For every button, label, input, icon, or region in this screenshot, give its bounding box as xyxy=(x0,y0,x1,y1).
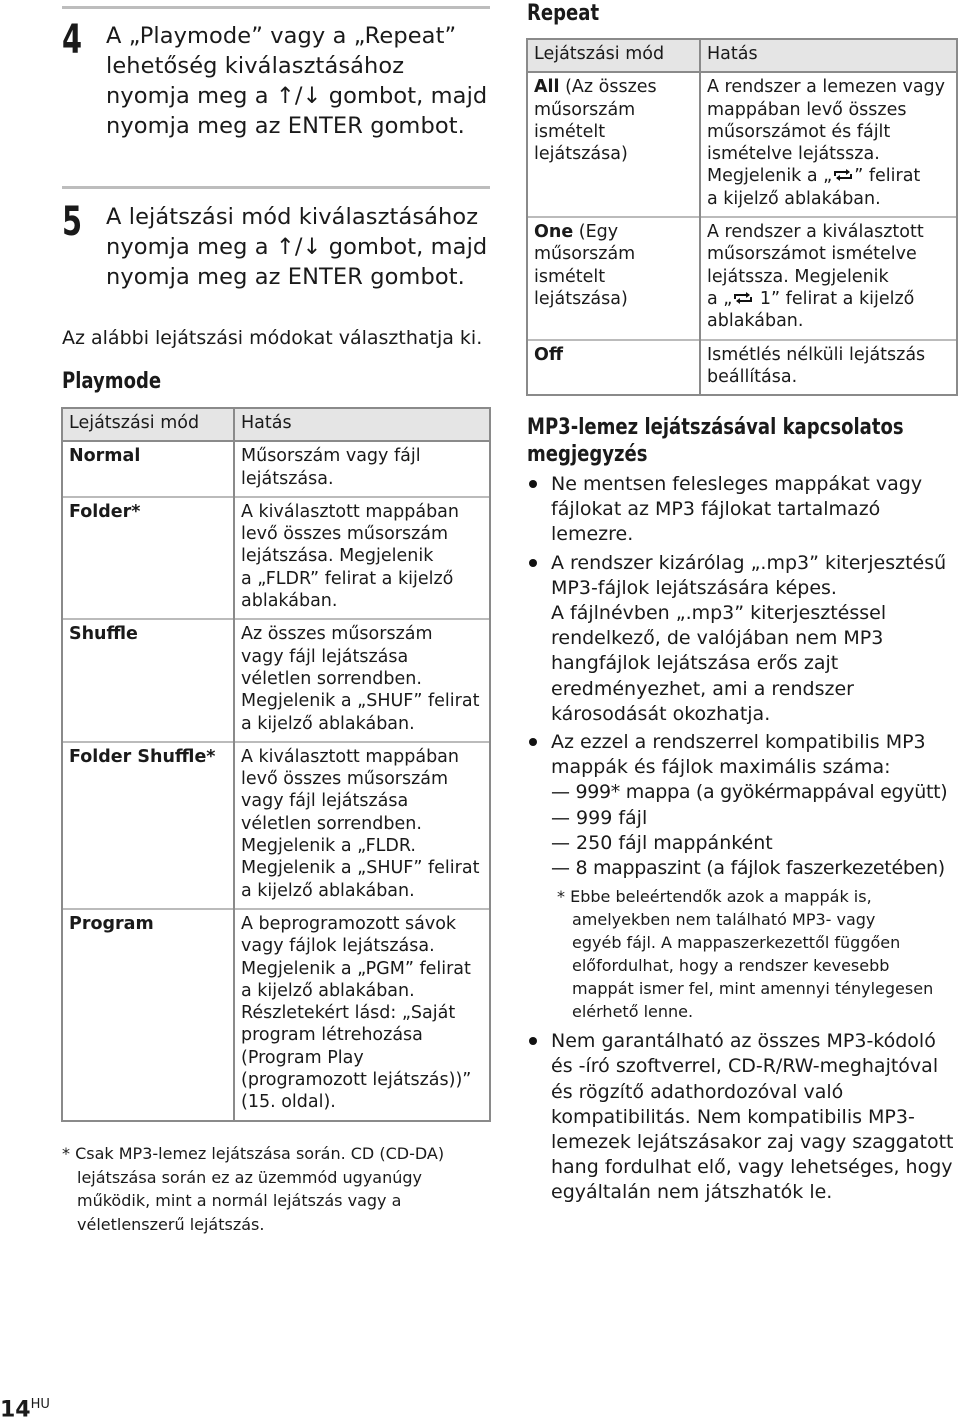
step-4-line: lehetőség kiválasztásához xyxy=(106,53,405,79)
mode-line: műsorszám xyxy=(534,244,636,265)
effect-cell xyxy=(234,742,490,909)
step-5-number: 5 xyxy=(62,199,83,245)
note-line: károsodását okozhatja. xyxy=(551,702,771,725)
note-line: MP3-fájlok lejátszására képes. xyxy=(551,576,837,599)
mode-folder-shuffle: Folder Shuffle* xyxy=(62,742,234,909)
repeat-heading: Repeat xyxy=(527,1,600,26)
mode-normal: Normal xyxy=(62,441,234,497)
header-mode: Lejátszási mód xyxy=(62,408,234,441)
effect-line: beállítása. xyxy=(707,366,798,387)
dash-line: — 999* mappa (a gyökérmappával együtt) xyxy=(551,781,948,804)
mode-one xyxy=(527,217,700,339)
effect-line: program létrehozása xyxy=(241,1025,423,1046)
step-5-line: A lejátszási mód kiválasztásához xyxy=(106,204,479,230)
header-effect: Hatás xyxy=(700,39,957,72)
table-row xyxy=(527,340,957,396)
effect-line: Megjelenik a „PGM” felirat xyxy=(241,958,471,979)
header-mode: Lejátszási mód xyxy=(527,39,700,72)
note-line: és rögzítő adathordozóval való xyxy=(551,1080,844,1103)
effect-line: A kiválasztott mappában xyxy=(241,746,459,767)
playmode-heading: Playmode xyxy=(62,369,162,394)
header-effect: Hatás xyxy=(234,408,490,441)
effect-line: (Program Play xyxy=(241,1047,364,1068)
footnote-line: működik, mint a normál lejátszás vagy a xyxy=(77,1191,402,1210)
effect-text: a „ xyxy=(707,288,733,309)
effect-line: mappában levő összes xyxy=(707,99,907,120)
mode-all xyxy=(527,72,700,217)
intro-text: Az alábbi lejátszási módokat választhatja ki. xyxy=(62,327,483,349)
step-5-text xyxy=(106,202,487,292)
table-row xyxy=(62,619,490,741)
note-line: lemezre. xyxy=(551,523,634,546)
bullet-icon xyxy=(529,738,537,746)
mode-line xyxy=(534,221,699,243)
note-line: mappát ismer fel, mint amennyi ténylegesen xyxy=(572,979,934,999)
mode-program: Program xyxy=(62,909,234,1121)
effect-cell xyxy=(234,441,490,497)
mode-one-label: One xyxy=(534,222,574,243)
note-line: egyéb fájl. A mappaszerkezettől függően xyxy=(572,933,901,953)
mode-line: műsorszám xyxy=(534,99,636,120)
step-5-line: nyomja meg a ↑/↓ gombot, majd xyxy=(106,234,488,260)
effect-line: levő összes műsorszám xyxy=(241,524,449,545)
effect-cell xyxy=(234,497,490,619)
effect-line: Az összes műsorszám xyxy=(241,624,433,645)
effect-text: ” felirat xyxy=(854,166,921,187)
table-row xyxy=(527,217,957,339)
repeat-icon xyxy=(732,291,754,305)
effect-line: a kijelző ablakában. xyxy=(707,188,881,209)
note-line: elérhető lenne. xyxy=(572,1002,694,1022)
page-number-value: 14 xyxy=(0,1397,31,1423)
note-line: eredményezhet, ami a rendszer xyxy=(551,677,854,700)
mode-shuffle: Shuffle xyxy=(62,619,234,741)
step-5-line: nyomja meg az ENTER gombot. xyxy=(106,264,465,290)
note-line: Az ezzel a rendszerrel kompatibilis MP3 xyxy=(551,731,926,754)
step-divider xyxy=(62,186,490,189)
note-line: hangfájlok lejátszása erős zajt xyxy=(551,652,839,675)
mode-line: ismételt xyxy=(534,266,606,287)
effect-line: lejátszása. Megjelenik xyxy=(241,546,434,567)
effect-line: lejátszása. xyxy=(241,468,334,489)
mp3-heading-line: megjegyzés xyxy=(527,442,648,467)
footnote-line: véletlenszerű lejátszás. xyxy=(77,1214,265,1234)
effect-line: (programozott lejátszás))” xyxy=(241,1070,472,1091)
dash-line: — 250 fájl mappánként xyxy=(551,831,773,854)
note-line: és -író szoftverrel, CD-R/RW-meghajtóval xyxy=(551,1055,939,1078)
list-item xyxy=(527,551,959,727)
step-4-line: nyomja meg a ↑/↓ gombot, majd xyxy=(106,83,488,109)
mode-line: lejátszása) xyxy=(534,288,628,309)
mode-folder: Folder* xyxy=(62,497,234,619)
playmode-table xyxy=(61,407,491,1122)
mode-line: ismételt xyxy=(534,121,606,142)
mode-rest: (Egy xyxy=(573,222,619,243)
repeat-icon xyxy=(832,168,854,182)
effect-cell xyxy=(700,72,957,217)
note-line: hang fordulhat elő, vagy lehetséges, hogy xyxy=(551,1156,953,1179)
effect-line: Megjelenik a „FLDR. xyxy=(241,836,416,857)
effect-line: (15. oldal). xyxy=(241,1092,336,1113)
effect-line: levő összes műsorszám xyxy=(241,769,449,790)
page-lang: HU xyxy=(30,1397,50,1412)
table-row xyxy=(527,72,957,217)
table-row xyxy=(62,742,490,909)
mode-all-label: All xyxy=(534,77,560,98)
note-line: A fájlnévben „.mp3” kiterjesztéssel xyxy=(551,602,887,625)
effect-line: Műsorszám vagy fájl xyxy=(241,446,421,467)
dash-line: — 8 mappaszint (a fájlok faszerkezetében) xyxy=(551,857,945,880)
note-line: előfordulhat, hogy a rendszer kevesebb xyxy=(572,956,890,976)
effect-cell xyxy=(700,217,957,339)
step-4-text xyxy=(106,21,487,141)
effect-line: véletlen sorrendben. xyxy=(241,813,422,834)
effect-line: a „FLDR” felirat a kijelző xyxy=(241,568,454,589)
note-line: lemezek lejátszásakor zaj vagy szaggatott xyxy=(551,1131,954,1154)
bullet-icon xyxy=(529,1037,537,1045)
effect-line: ismételve lejátssza. xyxy=(707,144,880,165)
note-line: fájlokat az MP3 fájlokat tartalmazó xyxy=(551,498,881,521)
effect-text: 1” felirat a kijelző xyxy=(754,288,915,309)
table-header-row xyxy=(62,408,490,441)
effect-line: műsorszámot és fájlt xyxy=(707,121,891,142)
bullet-icon xyxy=(529,559,537,567)
effect-line: A rendszer a lemezen vagy xyxy=(707,77,946,98)
effect-cell xyxy=(700,340,957,396)
mp3-heading-line: MP3-lemez lejátszásával kapcsolatos xyxy=(527,415,904,440)
effect-line: A kiválasztott mappában xyxy=(241,501,459,522)
effect-line xyxy=(707,165,956,187)
list-item xyxy=(527,1029,959,1205)
page-number xyxy=(0,1392,50,1423)
note-line: Ne mentsen felesleges mappákat vagy xyxy=(551,473,923,495)
effect-line: vagy fájl lejátszása xyxy=(241,646,409,667)
effect-line: Megjelenik a „SHUF” felirat xyxy=(241,691,480,712)
effect-line: A beprogramozott sávok xyxy=(241,913,457,934)
effect-line: Ismétlés nélküli lejátszás xyxy=(707,344,926,365)
effect-line: véletlen sorrendben. xyxy=(241,668,422,689)
repeat-table xyxy=(526,38,958,396)
top-rule-left xyxy=(62,6,490,9)
table-row xyxy=(62,441,490,497)
table-row xyxy=(62,497,490,619)
footnote-line: * Csak MP3-lemez lejátszása során. CD (CD-DA) xyxy=(62,1144,445,1163)
note-line: A rendszer kizárólag „.mp3” kiterjesztésű xyxy=(551,551,947,574)
effect-line: a kijelző ablakában. xyxy=(241,980,415,1001)
effect-line: vagy fájlok lejátszása. xyxy=(241,936,435,957)
mode-off: Off xyxy=(527,340,700,396)
effect-line: Megjelenik a „SHUF” felirat xyxy=(241,858,480,879)
effect-line: A rendszer a kiválasztott xyxy=(707,222,924,243)
step-4-number: 4 xyxy=(62,17,83,63)
effect-line: vagy fájl lejátszása xyxy=(241,791,409,812)
effect-line xyxy=(707,288,956,310)
mode-line xyxy=(534,76,699,98)
list-item xyxy=(527,730,959,881)
note-line: amelyekben nem található MP3- vagy xyxy=(572,910,876,930)
effect-line: Részletekért lásd: „Saját xyxy=(241,1003,456,1024)
effect-line: a kijelző ablakában. xyxy=(241,713,415,734)
table-row xyxy=(62,909,490,1121)
mp3-notes xyxy=(527,472,959,1206)
mp3-heading xyxy=(527,414,904,468)
bullet-icon xyxy=(529,480,537,488)
list-item xyxy=(527,472,959,548)
dash-line: — 999 fájl xyxy=(551,806,648,829)
note-line: rendelkező, de valójában nem MP3 xyxy=(551,627,884,650)
table-header-row xyxy=(527,39,957,72)
effect-line: műsorszámot ismételve xyxy=(707,244,917,265)
footnote-line: lejátszása során ez az üzemmód ugyanúgy xyxy=(77,1167,422,1187)
note-line: egyáltalán nem játszhatók le. xyxy=(551,1181,833,1204)
effect-line: ablakában. xyxy=(241,591,338,612)
mode-line: lejátszása) xyxy=(534,144,628,165)
effect-line: a kijelző ablakában. xyxy=(241,880,415,901)
note-line: * Ebbe beleértendők azok a mappák is, xyxy=(557,887,872,907)
effect-line: ablakában. xyxy=(707,311,804,332)
playmode-footnote xyxy=(62,1142,444,1236)
step-4-line: nyomja meg az ENTER gombot. xyxy=(106,113,465,139)
step-4-line: A „Playmode” vagy a „Repeat” xyxy=(106,23,457,49)
mode-rest: (Az összes xyxy=(559,77,657,98)
mp3-footnote xyxy=(527,885,959,1023)
note-line: Nem garantálható az összes MP3-kódoló xyxy=(551,1030,936,1053)
effect-line: lejátssza. Megjelenik xyxy=(707,266,889,287)
effect-text: Megjelenik a „ xyxy=(707,166,833,187)
note-line: kompatibilitás. Nem kompatibilis MP3- xyxy=(551,1105,915,1128)
effect-cell xyxy=(234,909,490,1121)
effect-cell xyxy=(234,619,490,741)
note-line: mappák és fájlok maximális száma: xyxy=(551,756,891,779)
